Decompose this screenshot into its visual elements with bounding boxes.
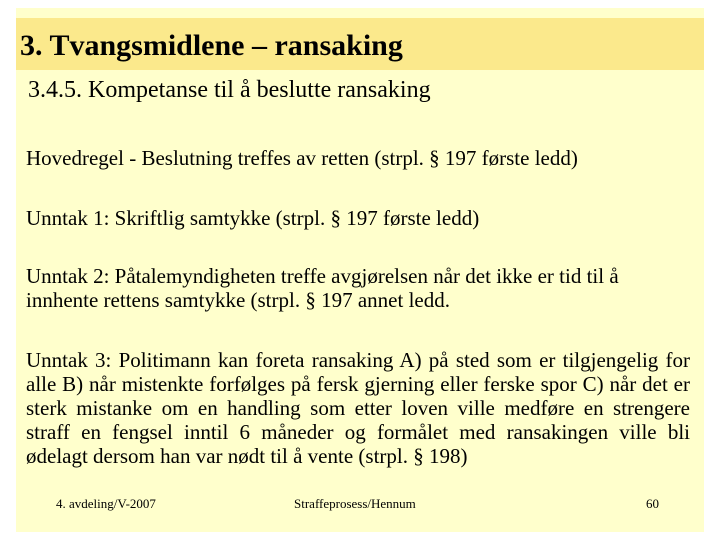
footer-page-number: 60 — [646, 496, 659, 511]
paragraph-hovedregel: Hovedregel - Beslutning treffes av retten (strpl. § 197 første ledd) — [26, 146, 578, 170]
slide-subtitle: 3.4.5. Kompetanse til å beslutte ransaking — [28, 77, 431, 103]
footer-course: Straffeprosess/Hennum — [294, 496, 416, 511]
slide-title: 3. Tvangsmidlene – ransaking — [20, 29, 403, 62]
paragraph-unntak-2: Unntak 2: Påtalemyndigheten treffe avgjørelsen når det ikke er tid til å innhente rettens samtykke (strpl. § 197 annet ledd. — [26, 264, 619, 312]
paragraph-unntak-3: Unntak 3: Politimann kan foreta ransaking A) på sted som er tilgjengelig for alle B) når mistenkte forfølges på fersk gjerning eller ferske spor C) når det er sterk mistanke om en handling som etter loven ville medføre en strengere straff en fengsel inntil 6 måneder og formålet med ransakingen ville bli ødelagt dersom han var nødt til å vente (strpl. § 198) — [26, 348, 690, 468]
footer-department: 4. avdeling/V-2007 — [56, 496, 156, 511]
paragraph-unntak-1: Unntak 1: Skriftlig samtykke (strpl. § 197 første ledd) — [26, 206, 480, 230]
